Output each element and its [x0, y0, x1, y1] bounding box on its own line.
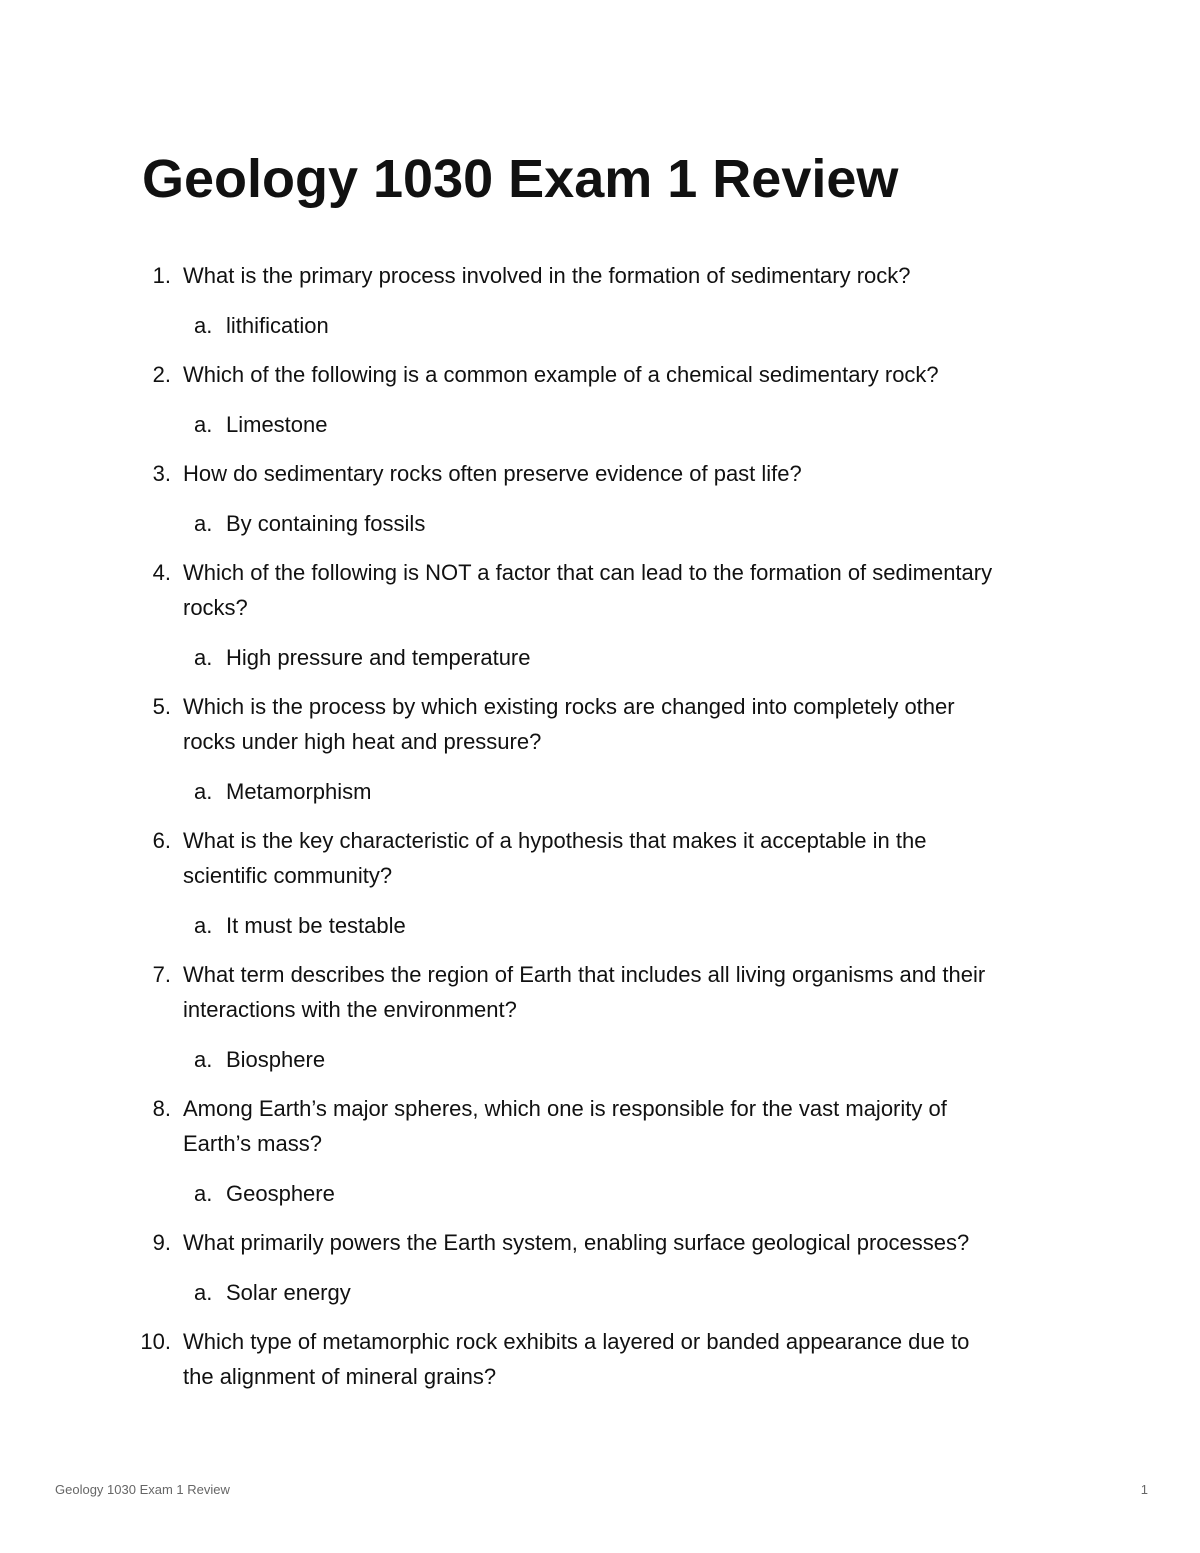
- answer-marker: a.: [194, 913, 213, 938]
- question-number: 3.: [152, 461, 171, 486]
- question-number: 8.: [152, 1096, 171, 1121]
- question-text: Which type of metamorphic rock exhibits a layered or banded appearance due to the alignment of mineral grains?: [183, 1329, 970, 1389]
- question-number: 5.: [152, 694, 171, 719]
- answer-marker: a.: [194, 412, 213, 437]
- answer-text: High pressure and temperature: [226, 645, 531, 670]
- question-number: 9.: [152, 1230, 171, 1255]
- answer-text: Biosphere: [226, 1047, 326, 1072]
- question-number: 10.: [140, 1329, 171, 1354]
- question-text: What is the key characteristic of a hypothesis that makes it acceptable in the scientific community?: [183, 828, 927, 888]
- footer-title: Geology 1030 Exam 1 Review: [55, 1482, 230, 1497]
- question-text: Which of the following is NOT a factor that can lead to the formation of sedimentary rocks?: [183, 560, 993, 620]
- question-text: Among Earth’s major spheres, which one is responsible for the vast majority of Earth’s mass?: [183, 1096, 947, 1156]
- question-text: Which of the following is a common example of a chemical sedimentary rock?: [183, 362, 939, 387]
- question-number: 6.: [152, 828, 171, 853]
- answer-text: Metamorphism: [226, 779, 372, 804]
- answer-text: By containing fossils: [226, 511, 426, 536]
- answer-marker: a.: [194, 1280, 213, 1305]
- answer-marker: a.: [194, 1047, 213, 1072]
- answer-marker: a.: [194, 511, 213, 536]
- question-number: 2.: [152, 362, 171, 387]
- answer-marker: a.: [194, 1181, 213, 1206]
- question-text: What is the primary process involved in the formation of sedimentary rock?: [183, 263, 911, 288]
- footer-page-number: 1: [1140, 1482, 1148, 1497]
- answer-marker: a.: [194, 779, 213, 804]
- page-title: Geology 1030 Exam 1 Review: [142, 149, 899, 209]
- question-text: What primarily powers the Earth system, enabling surface geological processes?: [183, 1230, 970, 1255]
- question-text: What term describes the region of Earth that includes all living organisms and their interactions with the environment?: [183, 962, 986, 1022]
- question-number: 4.: [152, 560, 171, 585]
- question-number: 7.: [152, 962, 171, 987]
- answer-marker: a.: [194, 313, 213, 338]
- question-number: 1.: [152, 263, 171, 288]
- question-text: Which is the process by which existing rocks are changed into completely other rocks under high heat and pressure?: [183, 694, 955, 754]
- answer-marker: a.: [194, 645, 213, 670]
- answer-text: It must be testable: [226, 913, 406, 938]
- question-text: How do sedimentary rocks often preserve evidence of past life?: [183, 461, 802, 486]
- answer-text: lithification: [226, 313, 329, 338]
- answer-text: Solar energy: [226, 1280, 351, 1305]
- answer-text: Geosphere: [226, 1181, 335, 1206]
- answer-text: Limestone: [226, 412, 328, 437]
